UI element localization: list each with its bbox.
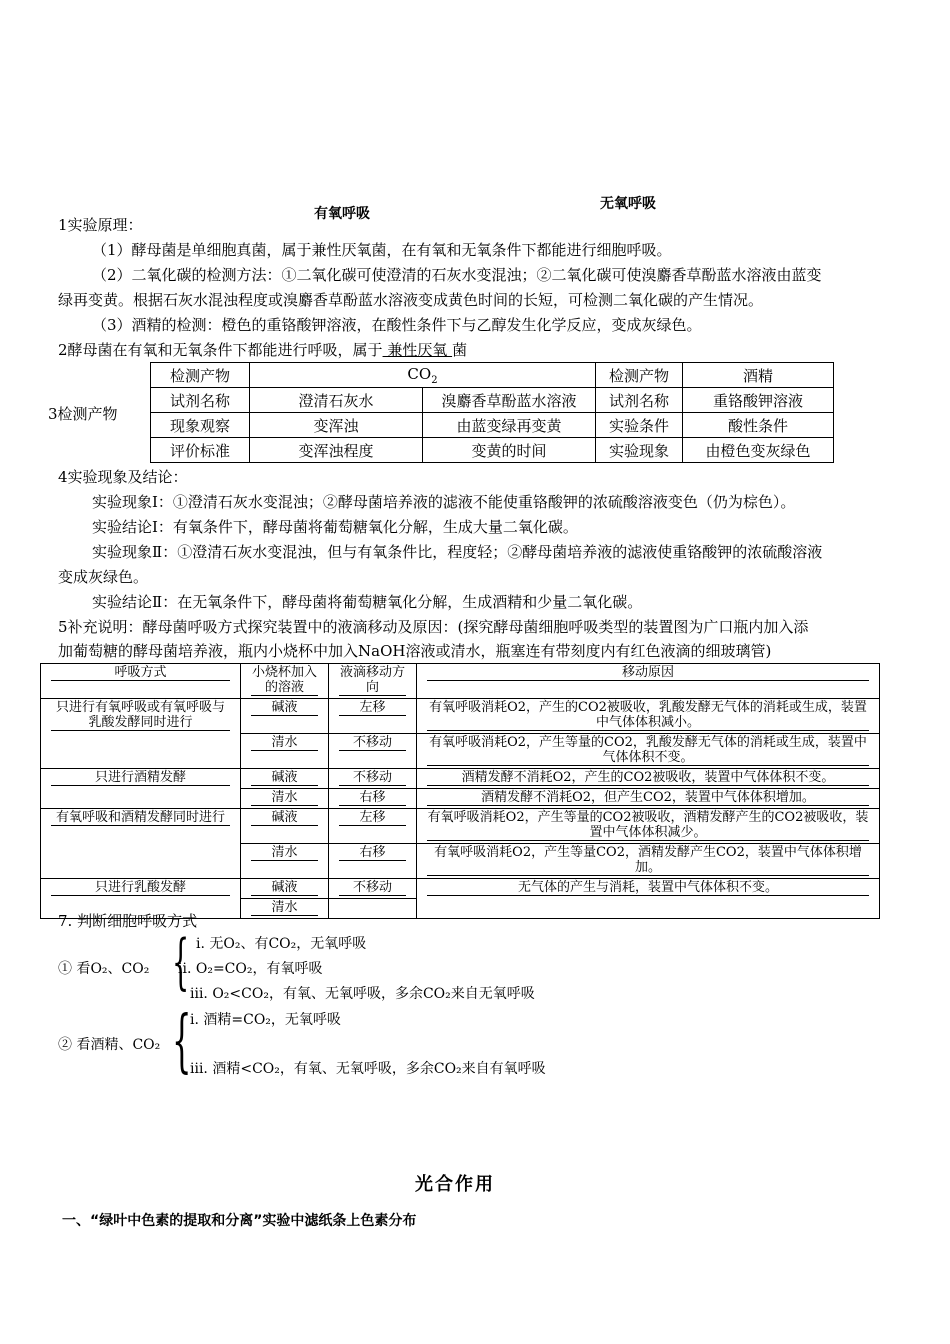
principle-title: 1实验原理： xyxy=(58,216,143,234)
solution-text: 碱液 xyxy=(251,700,318,716)
table-cell: 评价标准 xyxy=(151,438,250,463)
table-row xyxy=(151,413,834,438)
mode-text: 只进行乳酸发酵 xyxy=(51,880,230,896)
results-c2: 实验结论Ⅱ：在无氧条件下，酵母菌将葡萄糖氧化分解，生成酒精和少量二氧化碳。 xyxy=(92,593,643,611)
supplement-l2: 加葡萄糖的酵母菌培养液，瓶内小烧杯中加入NaOH溶液或清水，瓶塞连有带刻度内有红色液滴的细玻璃管) xyxy=(58,642,772,660)
table-cell: 酸性条件 xyxy=(683,413,834,438)
header-text: 小烧杯加入的溶液 xyxy=(251,665,317,695)
table-cell: 由橙色变灰绿色 xyxy=(683,438,834,463)
solution-cell xyxy=(241,844,329,879)
solution-text: 碱液 xyxy=(251,880,318,896)
results-r1: 实验现象Ⅰ：①澄清石灰水变混浊；②酵母菌培养液的滤液不能使重铬酸钾的浓硫酸溶液变色（仍为棕色）。 xyxy=(92,493,796,511)
table-row xyxy=(151,363,834,388)
point2-post: 菌 xyxy=(452,341,468,359)
table-cell: 现象观察 xyxy=(151,413,250,438)
mode-cell xyxy=(41,769,241,809)
table-cell: 由蓝变绿再变黄 xyxy=(423,413,596,438)
table-row xyxy=(151,438,834,463)
direction-text: 左移 xyxy=(339,700,406,716)
judge-title: 7. 判断细胞呼吸方式 xyxy=(58,912,198,930)
header-mode xyxy=(41,664,241,699)
table-cell: 试剂名称 xyxy=(151,388,250,413)
reason-text: 有氧呼吸消耗O2，产生等量的CO2，乳酸发酵无气体的消耗或生成，装置中气体体积不变。 xyxy=(427,735,869,766)
point2-pre: 2酵母菌在有氧和无氧条件下都能进行呼吸，属于 xyxy=(58,341,383,359)
reason-text: 酒精发酵不消耗O2，产生的CO2被吸收，装置中气体体积不变。 xyxy=(427,770,869,786)
judge-g1-item: ⅲ. O₂<CO₂，有氧、无氧呼吸，多余CO₂来自无氧呼吸 xyxy=(190,986,535,1002)
table-cell: 检测产物 xyxy=(596,363,683,388)
reason-text: 酒精发酵不消耗O2，但产生CO2，装置中气体体积增加。 xyxy=(427,790,869,806)
reason-text: 有氧呼吸消耗O2，产生的CO2被吸收，乳酸发酵无气体的消耗或生成，装置中气体体积减小。 xyxy=(427,700,869,731)
reason-cell xyxy=(417,734,880,769)
reason-cell xyxy=(417,699,880,734)
table-cell: 实验条件 xyxy=(596,413,683,438)
point2-line xyxy=(58,340,467,360)
direction-cell xyxy=(329,769,417,789)
header-text: 液滴移动方向 xyxy=(339,665,405,695)
principle-p1: （1）酵母菌是单细胞真菌，属于兼性厌氧菌，在有氧和无氧条件下都能进行细胞呼吸。 xyxy=(92,241,672,259)
point2-fill: 兼性厌氧 xyxy=(382,341,453,359)
reason-cell xyxy=(417,789,880,809)
solution-text: 清水 xyxy=(251,735,318,751)
movement-table xyxy=(40,663,880,919)
header-solution xyxy=(241,664,329,699)
table-cell xyxy=(250,363,596,388)
solution-cell xyxy=(241,809,329,844)
table-header-row xyxy=(41,664,880,699)
solution-text: 碱液 xyxy=(251,770,318,786)
table-cell: 变黄的时间 xyxy=(423,438,596,463)
direction-text: 不移动 xyxy=(339,735,406,751)
table-row xyxy=(41,769,880,789)
co2-sub: 2 xyxy=(431,374,438,386)
table-cell: 澄清石灰水 xyxy=(250,388,423,413)
table-cell: 变浑浊 xyxy=(250,413,423,438)
judge-g1-item: ⅰ. 无O₂、有CO₂，无氧呼吸 xyxy=(196,936,367,952)
mode-text: 只进行有氧呼吸或有氧呼吸与乳酸发酵同时进行 xyxy=(51,700,230,731)
solution-cell xyxy=(241,769,329,789)
table-row xyxy=(151,388,834,413)
direction-text: 左移 xyxy=(339,810,406,826)
detection-table xyxy=(150,362,834,463)
table-cell: 检测产物 xyxy=(151,363,250,388)
reason-cell xyxy=(417,809,880,844)
heading-anaerobic: 无氧呼吸 xyxy=(600,196,656,212)
table-row xyxy=(41,879,880,899)
results-r2b: 变成灰绿色。 xyxy=(58,568,149,586)
results-r2a: 实验现象Ⅱ：①澄清石灰水变混浊，但与有氧条件比，程度轻；②酵母菌培养液的滤液使重铬酸钾的浓硫酸溶液 xyxy=(92,543,823,561)
reason-cell xyxy=(417,844,880,879)
supplement-l1: 5补充说明：酵母菌呼吸方式探究装置中的液滴移动及原因：(探究酵母菌细胞呼吸类型的装置图为广口瓶内加入添 xyxy=(58,618,809,636)
solution-text: 清水 xyxy=(251,900,318,916)
direction-cell xyxy=(329,699,417,734)
mode-text: 只进行酒精发酵 xyxy=(51,770,230,786)
table-cell: 变浑浊程度 xyxy=(250,438,423,463)
judge-g2-item: ⅰ. 酒精=CO₂，无氧呼吸 xyxy=(190,1012,341,1028)
direction-text: 右移 xyxy=(339,790,406,806)
brace-icon: { xyxy=(172,1002,192,1081)
heading-aerobic: 有氧呼吸 xyxy=(314,206,370,222)
judge-g1-label: ① 看O₂、CO₂ xyxy=(58,961,150,977)
header-direction xyxy=(329,664,417,699)
table-row xyxy=(41,699,880,734)
solution-text: 清水 xyxy=(251,845,318,861)
reason-text: 有氧呼吸消耗O2，产生等量的CO2被吸收，酒精发酵产生的CO2被吸收，装置中气体体积减少。 xyxy=(427,810,869,840)
results-title: 4实验现象及结论： xyxy=(58,468,188,486)
heading-photosynthesis: 光合作用 xyxy=(415,1174,495,1195)
direction-cell xyxy=(329,789,417,809)
direction-cell xyxy=(329,734,417,769)
solution-cell xyxy=(241,899,329,919)
mode-text: 有氧呼吸和酒精发酵同时进行 xyxy=(51,810,230,826)
header-reason xyxy=(417,664,880,699)
solution-text: 碱液 xyxy=(251,810,318,826)
mode-cell xyxy=(41,809,241,879)
judge-g2-item: ⅲ. 酒精<CO₂，有氧、无氧呼吸，多余CO₂来自有氧呼吸 xyxy=(190,1061,546,1077)
brace-icon: { xyxy=(172,927,190,997)
reason-text: 无气体的产生与消耗，装置中气体体积不变。 xyxy=(427,880,869,896)
direction-text: 右移 xyxy=(339,845,406,861)
solution-cell xyxy=(241,734,329,769)
table-cell: 试剂名称 xyxy=(596,388,683,413)
table-row xyxy=(41,809,880,844)
direction-cell xyxy=(329,809,417,844)
direction-cell xyxy=(329,899,417,919)
heading-section-one: 一、“绿叶中色素的提取和分离”实验中滤纸条上色素分布 xyxy=(62,1213,417,1229)
reason-cell xyxy=(417,769,880,789)
principle-p2a: （2）二氧化碳的检测方法：①二氧化碳可使澄清的石灰水变混浊；②二氧化碳可使溴麝香草酚蓝水溶液由蓝变 xyxy=(92,266,822,284)
table-cell: 酒精 xyxy=(683,363,834,388)
co2-text: CO xyxy=(407,364,432,383)
principle-p3: （3）酒精的检测：橙色的重铬酸钾溶液，在酸性条件下与乙醇发生化学反应，变成灰绿色。 xyxy=(92,316,702,334)
detection-label: 3检测产物 xyxy=(48,405,118,423)
header-text: 呼吸方式 xyxy=(51,665,230,681)
table-cell: 溴麝香草酚蓝水溶液 xyxy=(423,388,596,413)
direction-cell xyxy=(329,879,417,899)
table-cell: 实验现象 xyxy=(596,438,683,463)
reason-text: 有氧呼吸消耗O2，产生等量CO2，酒精发酵产生CO2，装置中气体体积增加。 xyxy=(427,845,869,876)
solution-text: 清水 xyxy=(251,790,318,806)
solution-cell xyxy=(241,879,329,899)
solution-cell xyxy=(241,789,329,809)
mode-cell xyxy=(41,699,241,769)
header-text: 移动原因 xyxy=(427,665,869,681)
direction-text: 不移动 xyxy=(339,770,406,786)
principle-p2b: 绿再变黄。根据石灰水混浊程度或溴麝香草酚蓝水溶液变成黄色时间的长短，可检测二氧化碳的产生情况。 xyxy=(58,291,764,309)
judge-g1-item: ⅱ. O₂=CO₂，有氧呼吸 xyxy=(178,961,323,977)
judge-g2-label: ② 看酒精、CO₂ xyxy=(58,1037,161,1053)
table-cell: 重铬酸钾溶液 xyxy=(683,388,834,413)
solution-cell xyxy=(241,699,329,734)
direction-cell xyxy=(329,844,417,879)
direction-text: 不移动 xyxy=(339,880,406,896)
reason-cell xyxy=(417,879,880,919)
results-c1: 实验结论Ⅰ：有氧条件下，酵母菌将葡萄糖氧化分解，生成大量二氧化碳。 xyxy=(92,518,578,536)
